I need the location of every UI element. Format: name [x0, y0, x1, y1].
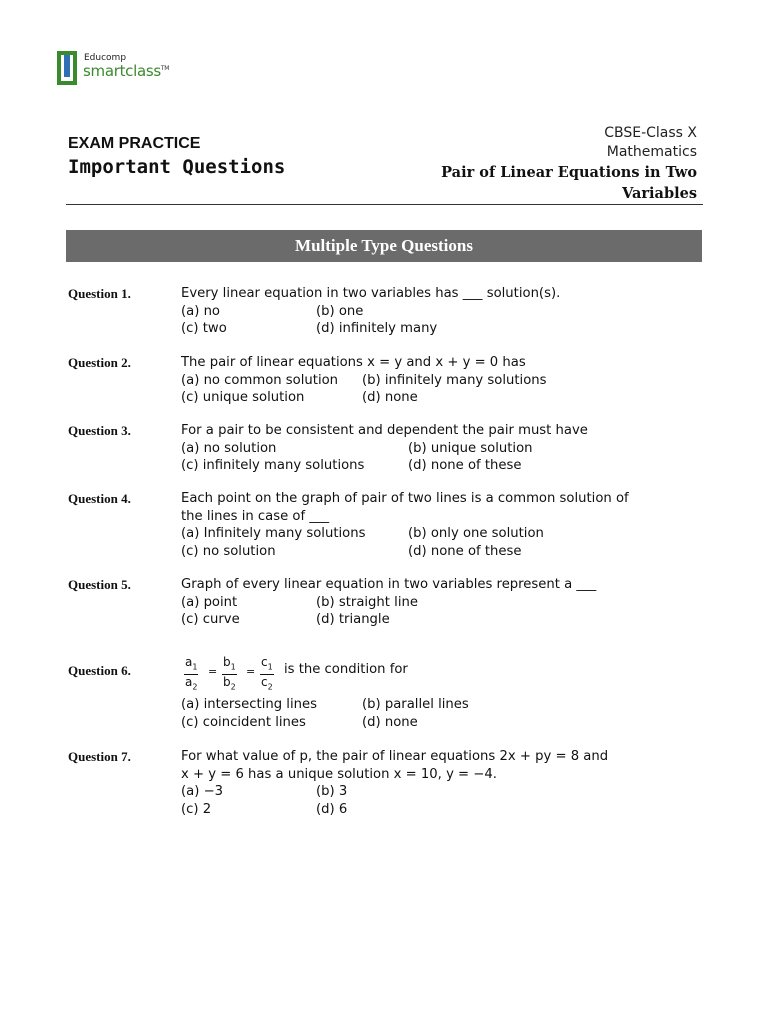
question-text-cont: x + y = 6 has a unique solution x = 10, y = −4.	[181, 766, 497, 782]
question-label: Question 1.	[68, 286, 131, 301]
subject-label: Mathematics	[606, 144, 697, 160]
option-b: (b) 3	[316, 784, 348, 799]
option-row	[181, 457, 681, 475]
question-body	[181, 422, 681, 475]
option-b: (b) only one solution	[408, 526, 544, 541]
question-body	[181, 354, 681, 407]
question-body	[181, 285, 681, 338]
section-banner: Multiple Type Questions	[66, 230, 702, 262]
option-b: (b) one	[316, 303, 364, 319]
option-c: (c) 2	[181, 801, 212, 817]
question-text: Every linear equation in two variables has ___ solution(s).	[181, 286, 561, 301]
subject-header	[397, 124, 697, 204]
question-text: For a pair to be consistent and dependent the pair must have	[181, 423, 588, 438]
educomp-logo	[56, 50, 216, 90]
fraction-b: $\frac{b_1}{b_2}$	[223, 655, 236, 692]
option-row	[181, 525, 681, 543]
board-label: CBSE-Class X	[604, 125, 697, 141]
chapter-title-line1: Pair of Linear Equations in Two	[441, 164, 697, 181]
logo-smartclass-text: smartclass™	[83, 62, 170, 80]
question-label: Question 4.	[68, 491, 131, 506]
fraction-c: $\frac{c_1}{c_2}$	[261, 655, 273, 692]
option-row	[181, 303, 681, 321]
option-row	[181, 801, 681, 819]
option-row	[181, 389, 681, 407]
option-d: (d) none	[362, 390, 418, 405]
question-text: For what value of p, the pair of linear equations 2x + py = 8 and	[181, 749, 609, 764]
option-d: (d) 6	[316, 801, 348, 817]
question-body	[184, 655, 684, 695]
question-text-cont: the lines in case of ___	[181, 508, 330, 524]
logo-book-icon	[56, 50, 78, 86]
option-b: (b) straight line	[316, 594, 418, 610]
question-text: Each point on the graph of pair of two lines is a common solution of	[181, 491, 629, 506]
option-d: (d) none of these	[408, 458, 522, 473]
option-c: (c) unique solution	[181, 390, 305, 405]
equals-sign: =	[246, 665, 256, 678]
option-row	[181, 714, 681, 732]
option-row	[181, 594, 681, 612]
question-label: Question 2.	[68, 355, 131, 370]
option-row	[181, 783, 681, 801]
question-label: Question 5.	[68, 577, 131, 592]
equals-sign: =	[208, 665, 218, 678]
question-text: Graph of every linear equation in two variables represent a ___	[181, 577, 597, 592]
logo-educomp-text: Educomp	[84, 53, 127, 63]
option-d: (d) none of these	[408, 543, 522, 559]
option-c: (c) two	[181, 321, 227, 336]
question-label: Question 7.	[68, 749, 131, 764]
condition-text: is the condition for	[284, 662, 408, 677]
option-row	[181, 543, 681, 561]
question-label: Question 3.	[68, 423, 131, 438]
option-a: (a) point	[181, 594, 238, 610]
question-options	[181, 696, 681, 731]
option-row	[181, 320, 681, 338]
option-a: (a) no solution	[181, 440, 277, 456]
option-b: (b) parallel lines	[362, 697, 469, 712]
option-a: (a) no	[181, 303, 220, 319]
option-a: (a) no common solution	[181, 372, 339, 388]
option-row	[181, 440, 681, 458]
chapter-title-line2: Variables	[622, 185, 697, 202]
option-d: (d) infinitely many	[316, 321, 438, 336]
important-questions-heading: Important Questions	[68, 156, 286, 178]
option-c: (c) coincident lines	[181, 714, 306, 730]
question-body	[181, 748, 681, 818]
option-row	[181, 611, 681, 629]
option-b: (b) infinitely many solutions	[362, 372, 547, 388]
question-label: Question 6.	[68, 663, 131, 678]
question-text: The pair of linear equations x = y and x + y = 0 has	[181, 355, 526, 370]
option-a: (a) Infinitely many solutions	[181, 526, 366, 541]
fraction-a: $\frac{a_1}{a_2}$	[185, 655, 198, 692]
question-body	[181, 490, 681, 560]
option-b: (b) unique solution	[408, 440, 533, 456]
option-c: (c) infinitely many solutions	[181, 458, 365, 473]
option-row	[181, 696, 681, 714]
header-divider	[66, 204, 703, 205]
question-body	[181, 576, 681, 629]
option-a: (a) intersecting lines	[181, 697, 317, 712]
exam-practice-heading: EXAM PRACTICE	[68, 135, 201, 152]
option-c: (c) no solution	[181, 543, 276, 559]
option-c: (c) curve	[181, 612, 240, 627]
option-d: (d) none	[362, 714, 418, 730]
option-d: (d) triangle	[316, 612, 390, 627]
condition-expression	[184, 655, 684, 695]
option-row	[181, 372, 681, 390]
option-a: (a) −3	[181, 784, 224, 799]
